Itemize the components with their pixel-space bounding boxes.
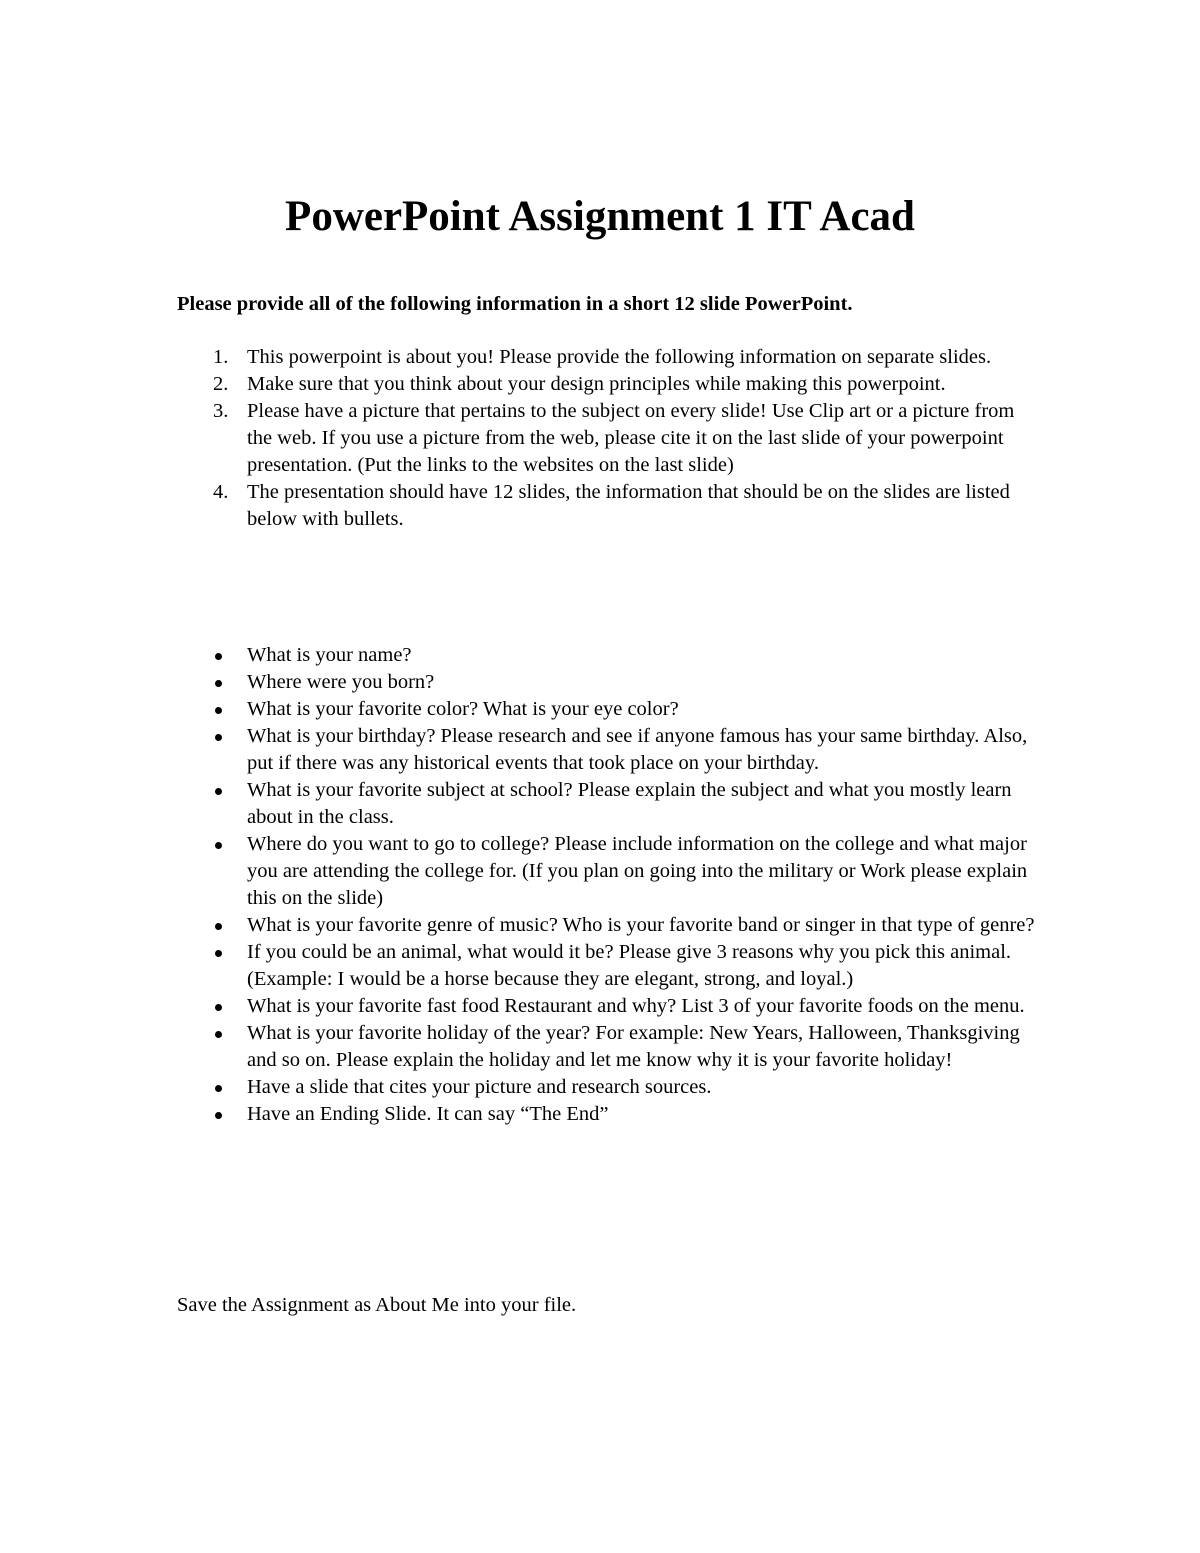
numbered-list-item (177, 398, 1037, 479)
bullet-list-item (177, 912, 1037, 939)
bullet-list (177, 642, 1037, 1128)
numbered-list-item (177, 371, 1037, 398)
list-number: 1. (213, 346, 229, 368)
bullet-icon (215, 1085, 222, 1092)
list-item-text: What is your name? (247, 644, 412, 666)
bullet-icon (215, 788, 222, 795)
bullet-list-item (177, 939, 1037, 993)
bullet-list-item (177, 723, 1037, 777)
bullet-list-item (177, 1074, 1037, 1101)
list-item-text: Have a slide that cites your picture and research sources. (247, 1076, 712, 1098)
bullet-list-item (177, 696, 1037, 723)
numbered-list (177, 344, 1037, 533)
bullet-list-item (177, 1020, 1037, 1074)
list-number: 4. (213, 481, 229, 503)
bullet-icon (215, 680, 222, 687)
list-item-text: Where were you born? (247, 671, 435, 693)
bullet-icon (215, 1031, 222, 1038)
bullet-icon (215, 653, 222, 660)
list-item-text: What is your birthday? Please research and see if anyone famous has your same birthday. Also, put if there was any historical events that took place on your birthday. (247, 725, 1028, 774)
list-item-text: Have an Ending Slide. It can say “The End” (247, 1103, 609, 1125)
list-item-text: What is your favorite fast food Restaurant and why? List 3 of your favorite foods on the menu. (247, 995, 1025, 1017)
list-item-text: The presentation should have 12 slides, the information that should be on the slides are listed below with bullets. (247, 481, 1010, 530)
bullet-icon (215, 734, 222, 741)
list-item-text: What is your favorite genre of music? Who is your favorite band or singer in that type of genre? (247, 914, 1035, 936)
list-number: 2. (213, 373, 229, 395)
bullet-list-item (177, 993, 1037, 1020)
numbered-list-item (177, 479, 1037, 533)
closing-instruction: Save the Assignment as About Me into your file. (177, 1294, 577, 1316)
bullet-icon (215, 1112, 222, 1119)
bullet-icon (215, 842, 222, 849)
list-number: 3. (213, 400, 229, 422)
numbered-list-item (177, 344, 1037, 371)
bullet-icon (215, 707, 222, 714)
document-title: PowerPoint Assignment 1 IT Acad (285, 193, 915, 240)
list-item-text: This powerpoint is about you! Please provide the following information on separate slides. (247, 346, 992, 368)
list-item-text: What is your favorite subject at school? Please explain the subject and what you mostly learn about in the class. (247, 779, 1012, 828)
bullet-list-item (177, 669, 1037, 696)
bullet-list-item (177, 831, 1037, 912)
list-item-text: Where do you want to go to college? Please include information on the college and what major you are attending the college for. (If you plan on going into the military or Work please explain this on the slide) (247, 833, 1028, 909)
bullet-list-item (177, 777, 1037, 831)
bullet-icon (215, 1004, 222, 1011)
list-item-text: Please have a picture that pertains to the subject on every slide! Use Clip art or a picture from the web. If you use a picture from the web, please cite it on the last slide of your powerpoint presentation. (Put the links to the websites on the last slide) (247, 400, 1015, 476)
list-item-text: What is your favorite holiday of the year? For example: New Years, Halloween, Thanksgiving and so on. Please explain the holiday and let me know why it is your favorite holiday! (247, 1022, 1020, 1071)
intro-instruction: Please provide all of the following information in a short 12 slide PowerPoint. (177, 293, 853, 315)
bullet-icon (215, 950, 222, 957)
list-item-text: What is your favorite color? What is your eye color? (247, 698, 679, 720)
list-item-text: If you could be an animal, what would it be? Please give 3 reasons why you pick this animal. (Example: I would be a horse because they are elegant, strong, and loyal.) (247, 941, 1012, 990)
bullet-list-item (177, 1101, 1037, 1128)
list-item-text: Make sure that you think about your design principles while making this powerpoint. (247, 373, 946, 395)
bullet-icon (215, 923, 222, 930)
bullet-list-item (177, 642, 1037, 669)
